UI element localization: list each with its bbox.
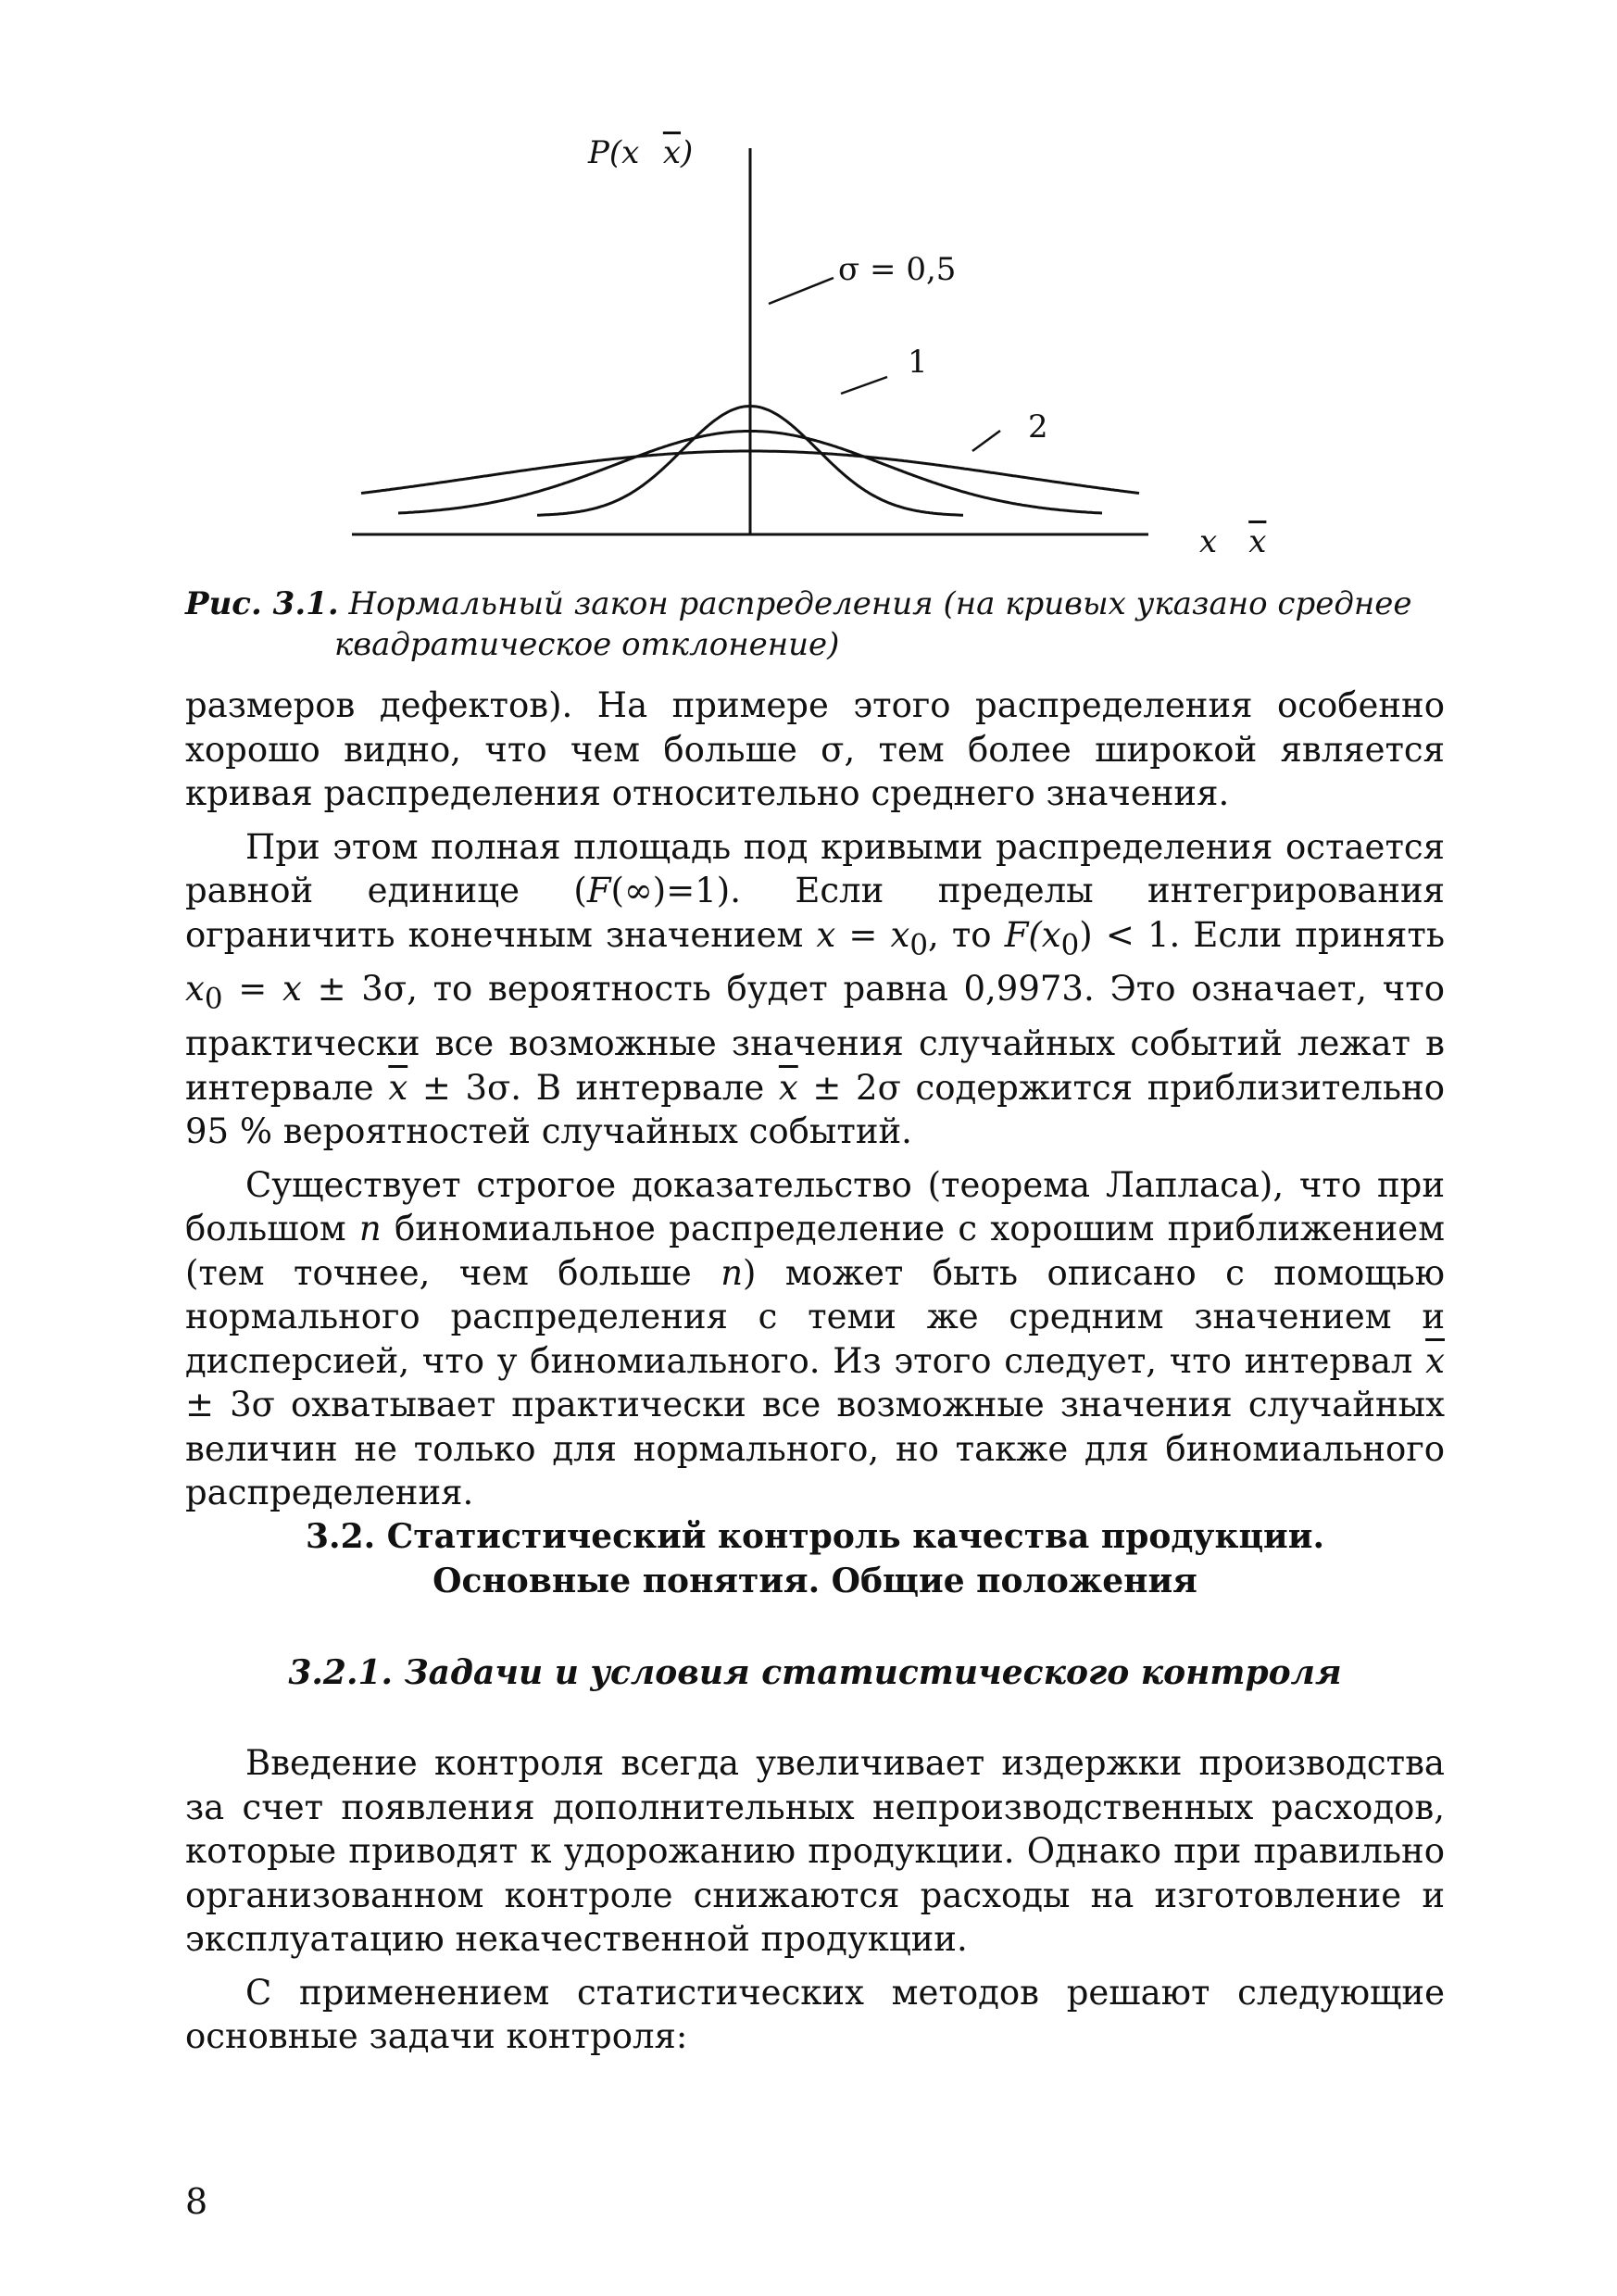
p2-b: F	[586, 871, 611, 910]
paragraph-4: Введение контроля всегда увеличивает издержки производства за счет появления дополнительных непроизводственных расходов, которые приводят к удорожанию продукции. Однако при правильно организованном контроле снижаются расходы на изготовление и эксплуатацию некачественной продукции.	[185, 1743, 1445, 1959]
y-axis-label-open: (	[608, 134, 622, 171]
paragraph-1: размеров дефектов). На примере этого распределения особенно хорошо видно, что чем больше σ, тем более широкой является кривая распределения относительно среднего значения.	[185, 685, 1445, 813]
p2-d: x = x	[816, 914, 910, 955]
p3-e: ) может быть описано с помощью нормального распределения с теми же средним значением и дисперсией, что у биномиального. Из этого следует, что интервал	[185, 1252, 1446, 1381]
p2-g: F(x	[1004, 914, 1061, 955]
p3-d: n	[721, 1252, 744, 1293]
p2-c: (∞)=1). Если пределы интегрирования ограничить конечным значением	[185, 871, 1445, 955]
body-text-1	[185, 684, 1445, 1515]
p2-r: ± 2σ содержится приблизительно 95 % вероятностей случайных событий.	[185, 1067, 1445, 1152]
section-heading-line-2: Основные понятия. Общие положения	[432, 1562, 1197, 1600]
p2-h: 0	[1060, 927, 1080, 961]
paragraph-5: С применением статистических методов решают следующие основные задачи контроля:	[185, 1972, 1445, 2056]
curve-label-sigma-0-5: σ = 0,5	[838, 251, 957, 288]
caption-text-1: Нормальный закон распределения (на кривых указано среднее	[348, 585, 1412, 622]
p3-a: Существует строгое доказательство (теорема Лапласа), что при большом	[185, 1164, 1445, 1249]
p3-b: n	[358, 1209, 382, 1249]
x-axis-label-xbar: $\overline{x}$	[1248, 523, 1267, 560]
y-axis-label-func: P	[588, 134, 609, 171]
y-axis-label-close: )	[681, 134, 694, 171]
p2-l: =	[222, 969, 282, 1010]
leader-sigma-1	[841, 377, 887, 394]
figure-normal-distribution	[333, 134, 1315, 579]
leader-sigma-2	[972, 431, 1000, 451]
caption-lead: Рис. 3.1.	[185, 585, 339, 622]
p3-g: ± 3σ охватывает практически все возможные значения случайных величин не только для нормального, но также для биномиального распределения.	[185, 1385, 1445, 1513]
p2-k: 0	[204, 982, 223, 1016]
p2-o: $\overline{x}$	[388, 1067, 408, 1108]
subsection-heading: 3.2.1. Задачи и условия статистического контроля	[288, 1653, 1342, 1692]
y-axis-label	[588, 134, 693, 171]
curve-label-sigma-1: 1	[908, 344, 928, 381]
p2-n: ± 3σ, то вероятность будет равна 0,9973. Это означает, что практически все возможные значения случайных событий лежат в интервале	[185, 969, 1445, 1108]
figure-caption	[185, 583, 1445, 665]
page-number: 8	[185, 2181, 208, 2222]
x-axis-label-x: x	[1199, 523, 1218, 560]
section-heading	[185, 1514, 1445, 1603]
caption-line-1	[185, 583, 1445, 624]
p2-e: 0	[909, 927, 928, 961]
p3-f: $\overline{x}$	[1425, 1340, 1445, 1381]
p3-c: биномиальное распределение с хорошим приближением (тем точнее, чем больше	[185, 1209, 1445, 1293]
p2-q: $\overline{x}$	[778, 1067, 798, 1108]
caption-line-2: квадратическое отклонение)	[334, 626, 840, 663]
p2-a: При этом полная площадь под кривыми распределения остается равной единице (	[185, 826, 1445, 910]
p2-f: , то	[927, 914, 1005, 955]
y-axis-label-xbar: $\overline{x}$	[662, 134, 682, 171]
curve-label-sigma-2: 2	[1028, 408, 1048, 445]
paragraph-3	[185, 1163, 1445, 1515]
p2-j: x	[185, 969, 205, 1010]
normal-distribution-plot	[333, 134, 1315, 579]
p2-i: ) < 1. Если принять	[1079, 914, 1445, 955]
body-text-2	[185, 1741, 1445, 2059]
p2-m: x	[282, 969, 302, 1010]
paragraph-2	[185, 825, 1445, 1154]
p2-p: ± 3σ. В интервале	[407, 1067, 779, 1108]
section-heading-line-1: 3.2. Статистический контроль качества продукции.	[305, 1517, 1324, 1556]
leader-sigma-0-5	[769, 278, 834, 304]
y-axis-label-x: x	[621, 134, 640, 171]
x-axis-label	[1199, 523, 1266, 560]
